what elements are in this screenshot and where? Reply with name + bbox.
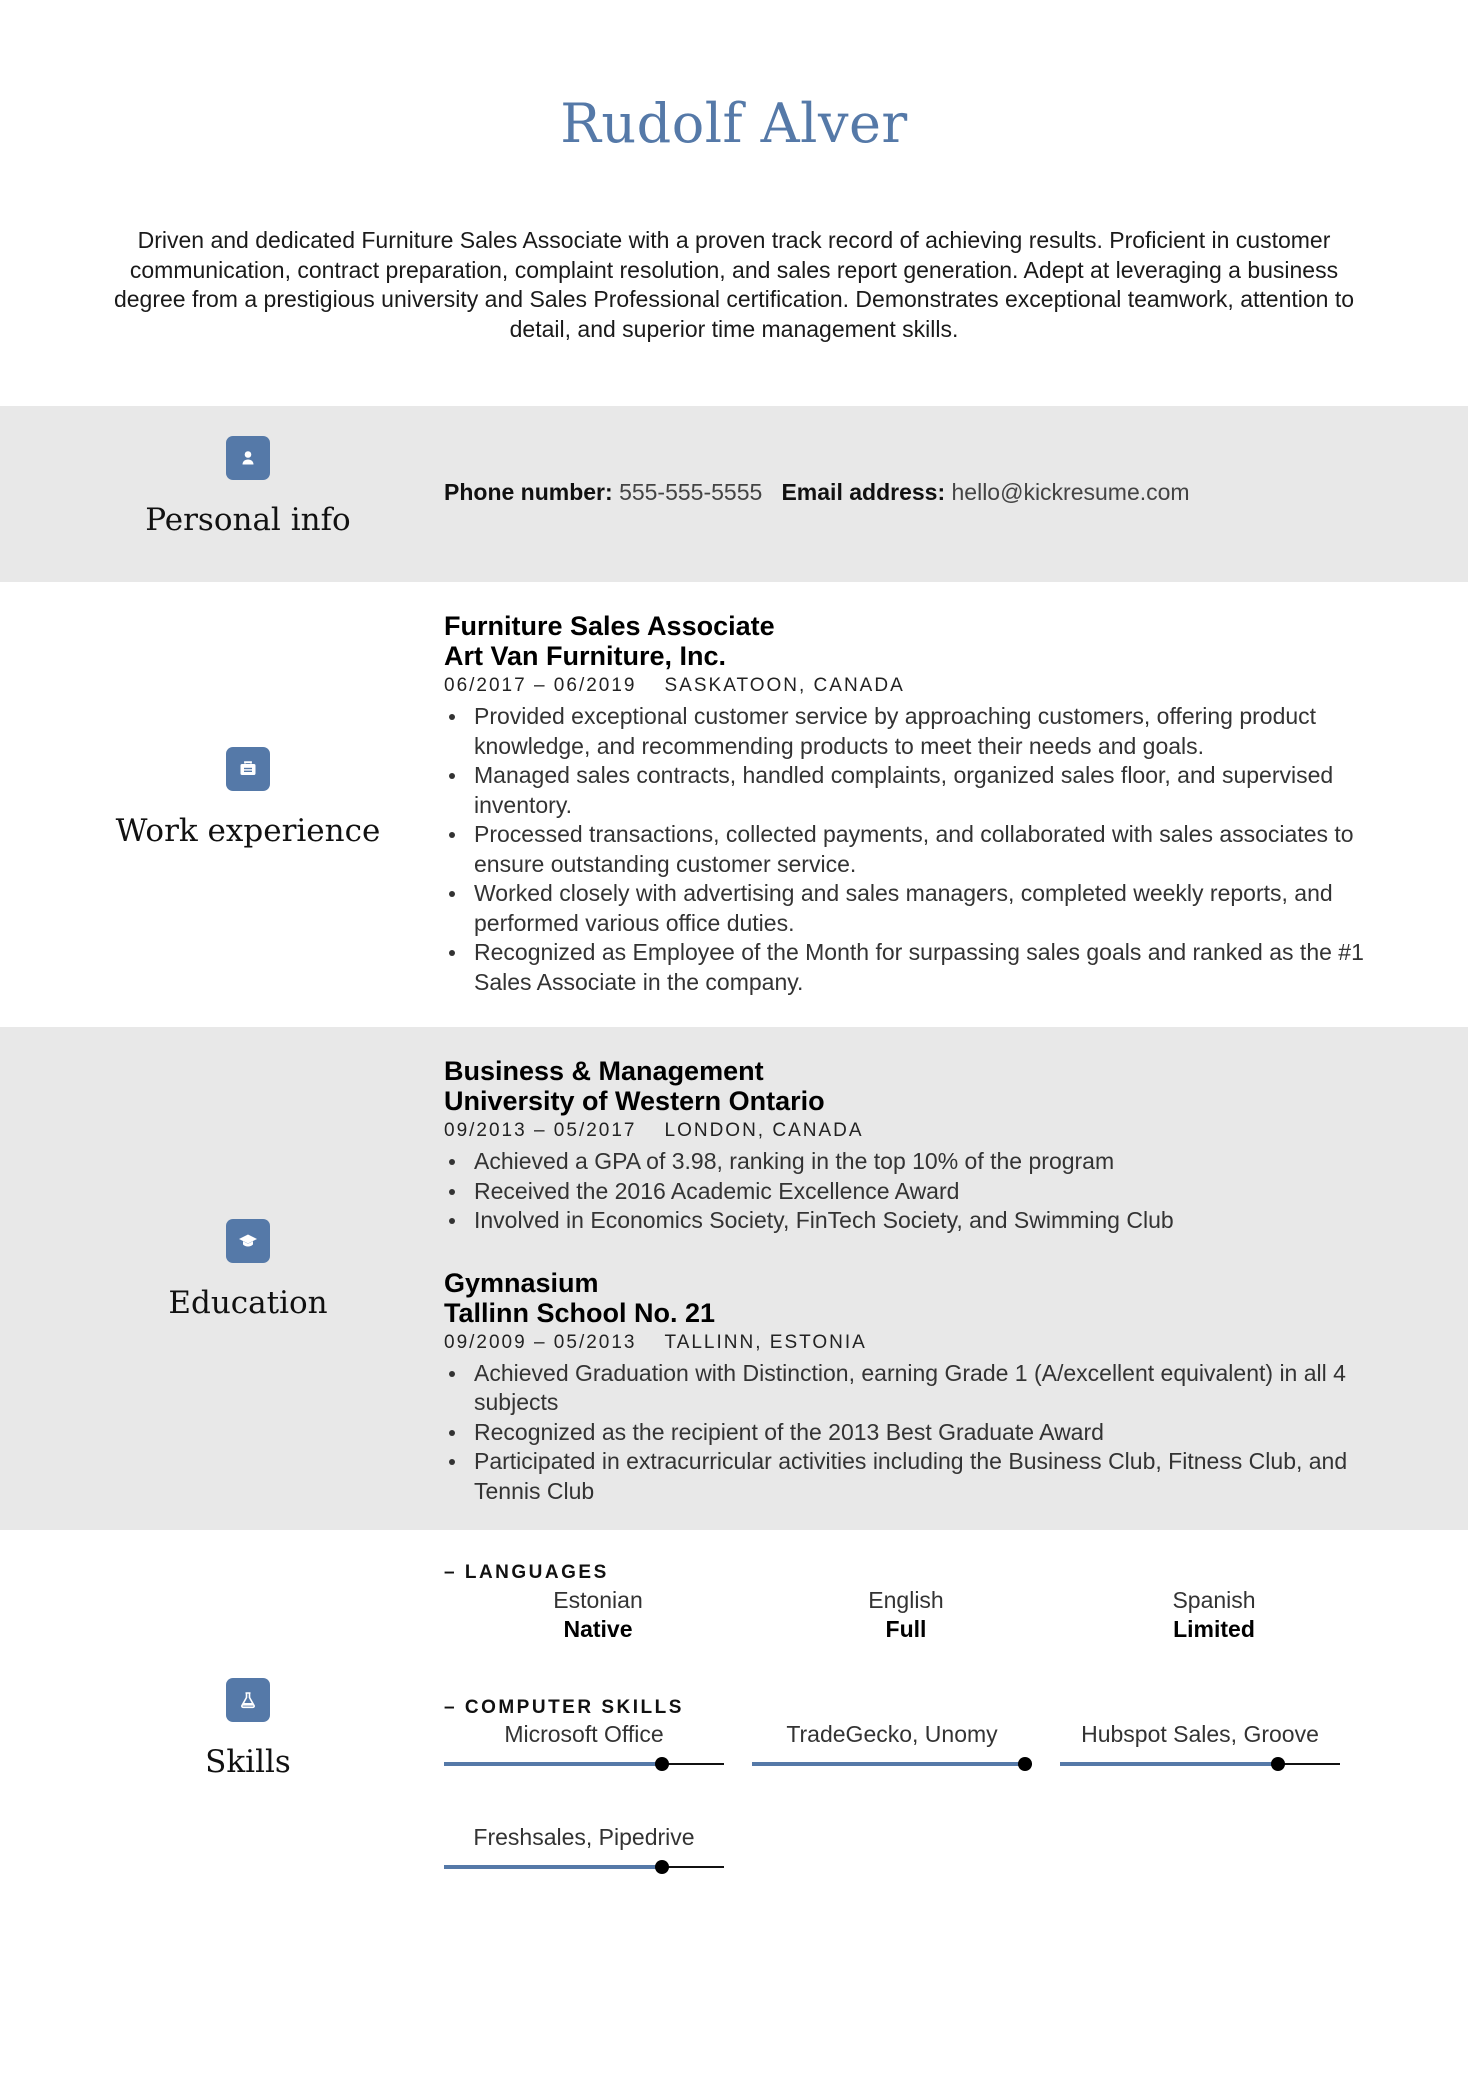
skills-section <box>0 1530 1468 1930</box>
list-item: Involved in Economics Society, FinTech Society, and Swimming Club <box>444 1206 1374 1236</box>
skills-content <box>444 1562 1374 1874</box>
email-value: hello@kickresume.com <box>951 479 1190 505</box>
flask-icon <box>226 1678 270 1722</box>
education-entry <box>444 1268 1374 1507</box>
list-item: Participated in extracurricular activities including the Business Club, Fitness Club, and Tennis Club <box>444 1447 1374 1506</box>
section-title: Education <box>168 1285 328 1321</box>
section-title: Personal info <box>145 502 351 538</box>
bullet-list <box>444 1359 1374 1507</box>
degree-title: Gymnasium <box>444 1267 599 1298</box>
skill-level-bar <box>1060 1757 1340 1771</box>
skill-name: TradeGecko, Unomy <box>786 1721 998 1747</box>
job-title: Furniture Sales Associate <box>444 611 775 641</box>
person-icon <box>226 436 270 480</box>
language-item <box>1060 1584 1368 1644</box>
section-title: Work experience <box>115 813 381 849</box>
computer-skills-row <box>444 1719 1374 1771</box>
bullet-list <box>444 1147 1374 1236</box>
computer-skills-row <box>444 1822 1374 1874</box>
school-name: University of Western Ontario <box>444 1086 825 1116</box>
entry-location: TALLINN, ESTONIA <box>664 1331 867 1353</box>
list-item: Recognized as Employee of the Month for surpassing sales goals and ranked as the #1 Sales Associate in the company. <box>444 938 1374 997</box>
language-item <box>752 1584 1060 1644</box>
skill-name: Freshsales, Pipedrive <box>473 1824 695 1850</box>
entry-location: LONDON, CANADA <box>664 1120 864 1141</box>
personal-info-heading <box>0 436 496 538</box>
entry-dates: 09/2009 – 05/2013 <box>444 1331 637 1353</box>
skills-heading <box>0 1678 496 1780</box>
school-name: Tallinn School No. 21 <box>444 1297 716 1328</box>
skill-level-bar <box>444 1860 724 1874</box>
language-name: Spanish <box>1172 1587 1256 1613</box>
personal-info-section <box>0 406 1468 582</box>
skill-name: Microsoft Office <box>504 1721 664 1747</box>
phone-value: 555-555-5555 <box>619 479 763 505</box>
work-experience-heading <box>0 747 496 849</box>
candidate-name: Rudolf Alver <box>560 92 908 155</box>
language-item <box>444 1584 752 1644</box>
work-entries <box>444 611 1374 997</box>
list-item: Provided exceptional customer service by approaching customers, offering product knowledge, and recommending products to meet their needs and goals. <box>444 702 1374 761</box>
phone-label: Phone number: <box>444 479 613 505</box>
list-item: Processed transactions, collected payments, and collaborated with sales associates to ensure outstanding customer service. <box>444 820 1374 879</box>
list-item: Worked closely with advertising and sales managers, completed weekly reports, and performed various office duties. <box>444 879 1374 938</box>
work-entry <box>444 611 1374 997</box>
entry-meta <box>444 1119 1374 1143</box>
skill-item <box>444 1822 752 1874</box>
graduation-cap-icon <box>226 1219 270 1263</box>
entry-dates: 06/2017 – 06/2019 <box>444 675 637 696</box>
list-item: Received the 2016 Academic Excellence Award <box>444 1177 1374 1207</box>
entry-location: SASKATOON, CANADA <box>664 675 905 696</box>
education-section <box>0 1027 1468 1530</box>
computer-skills-heading: – COMPUTER SKILLS <box>444 1697 684 1718</box>
employer-name: Art Van Furniture, Inc. <box>444 641 727 671</box>
entry-meta <box>444 674 1374 698</box>
contact-line <box>444 479 1374 506</box>
entry-meta <box>444 1331 1374 1355</box>
list-item: Recognized as the recipient of the 2013 Best Graduate Award <box>444 1418 1374 1448</box>
briefcase-icon <box>226 747 270 791</box>
work-experience-section <box>0 582 1468 1027</box>
skill-name: Hubspot Sales, Groove <box>1081 1721 1319 1747</box>
profile-summary: Driven and dedicated Furniture Sales Associate with a proven track record of achieving results. Proficient in customer communication, contract preparation, complaint resolution, and sales report generation. Adept at leveraging a business degree from a prestigious university and Sales Professional certification. Demonstrates exceptional teamwork, attention to detail, and superior time management skills. <box>113 227 1355 342</box>
languages-list <box>444 1584 1374 1644</box>
skill-item <box>752 1719 1060 1771</box>
language-level: Full <box>885 1616 927 1642</box>
skill-level-bar <box>444 1757 724 1771</box>
skill-level-bar <box>752 1757 1032 1771</box>
skill-item <box>1060 1719 1368 1771</box>
language-name: Estonian <box>553 1587 643 1613</box>
entry-dates: 09/2013 – 05/2017 <box>444 1120 637 1141</box>
education-entry <box>444 1056 1374 1236</box>
list-item: Achieved Graduation with Distinction, earning Grade 1 (A/excellent equivalent) in all 4 subjects <box>444 1359 1374 1418</box>
education-heading <box>0 1219 496 1321</box>
bullet-list <box>444 702 1374 997</box>
languages-heading: – LANGUAGES <box>444 1562 609 1583</box>
language-level: Native <box>563 1616 633 1642</box>
education-entries <box>444 1056 1374 1506</box>
degree-title: Business & Management <box>444 1056 764 1086</box>
list-item: Achieved a GPA of 3.98, ranking in the top 10% of the program <box>444 1147 1374 1177</box>
email-label: Email address: <box>781 479 946 505</box>
language-name: English <box>868 1587 944 1613</box>
section-title: Skills <box>205 1744 291 1780</box>
skill-item <box>444 1719 752 1771</box>
language-level: Limited <box>1173 1616 1255 1642</box>
list-item: Managed sales contracts, handled complaints, organized sales floor, and supervised inventory. <box>444 761 1374 820</box>
